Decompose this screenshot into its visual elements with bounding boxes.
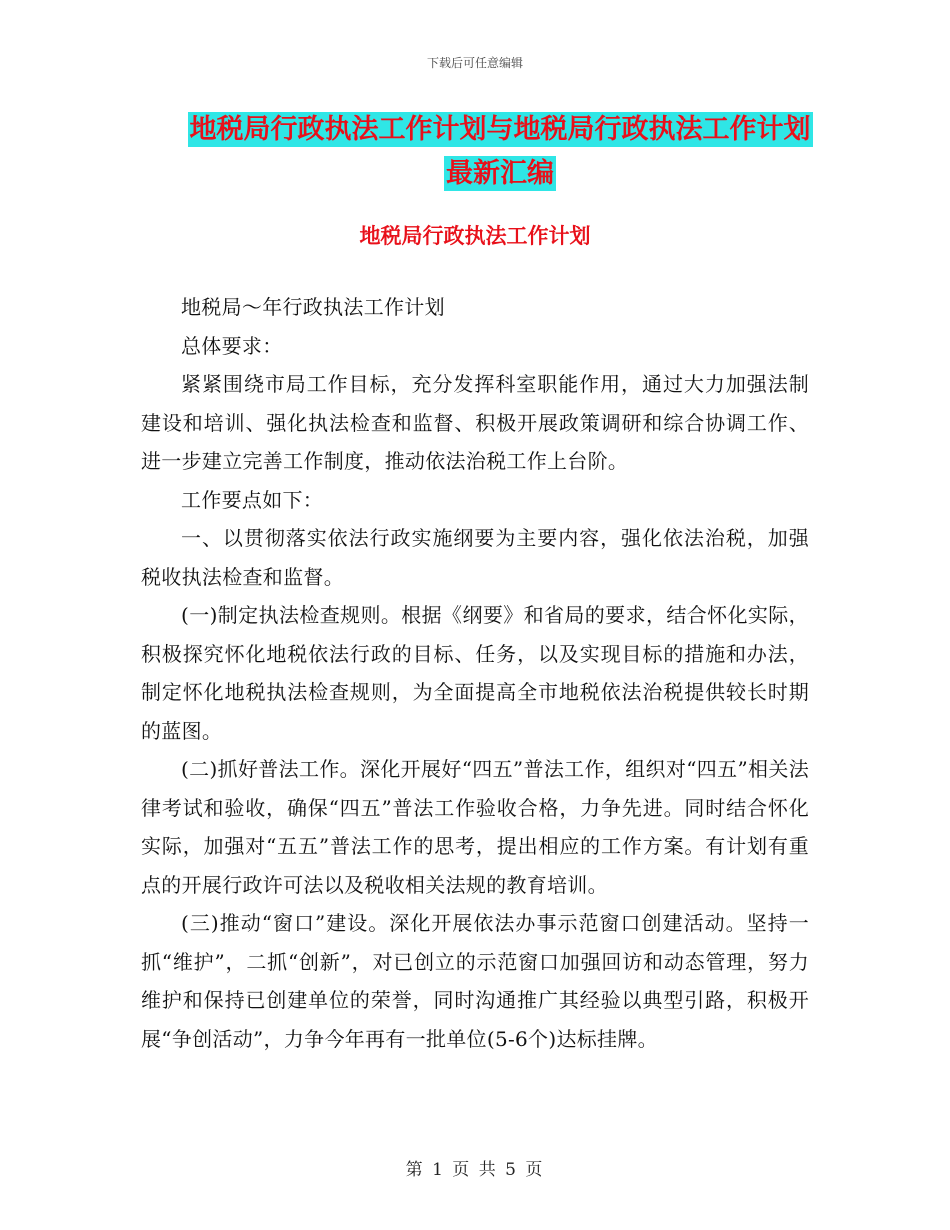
header-note: 下载后可任意编辑 bbox=[426, 56, 523, 70]
paragraph-item-two: (二)抓好普法工作。深化开展好“四五”普法工作，组织对“四五”相关法律考试和验收，确保“四五”普法工作验收合格，力争先进。同时结合怀化实际，加强对“五五”普法工作的思考，提出相应的工作方案。有计划有重点的开展行政许可法以及税收相关法规的教育培训。 bbox=[141, 757, 809, 897]
document-title-line-2 bbox=[140, 154, 860, 194]
title-highlight: 最新汇编 bbox=[446, 158, 554, 189]
page-number-footer: 第 1 页 共 5 页 bbox=[405, 1160, 545, 1180]
section-title: 地税局行政执法工作计划 bbox=[359, 224, 591, 248]
paragraph-section-one: 一、以贯彻落实依法行政实施纲要为主要内容，强化依法治税，加强税收执法检查和监督。 bbox=[141, 526, 809, 589]
paragraph-plan-name: 地税局～年行政执法工作计划 bbox=[181, 295, 445, 319]
paragraph-item-three: (三)推动“窗口”建设。深化开展依法办事示范窗口创建活动。坚持一抓“维护”，二抓“创新”，对已创立的示范窗口加强回访和动态管理，努力维护和保持已创建单位的荣誉，同时沟通推广其经验以典型引路，积极开展“争创活动”，力争今年再有一批单位(5-6个)达标挂牌。 bbox=[141, 911, 809, 1051]
document-title-line-1 bbox=[140, 110, 860, 150]
paragraph-general-requirements-heading: 总体要求： bbox=[181, 333, 283, 358]
paragraph-key-points-heading: 工作要点如下： bbox=[181, 487, 324, 512]
document-body bbox=[141, 288, 809, 1058]
paragraph-general-requirements: 紧紧围绕市局工作目标，充分发挥科室职能作用，通过大力加强法制建设和培训、强化执法检查和监督、积极开展政策调研和综合协调工作、进一步建立完善工作制度，推动依法治税工作上台阶。 bbox=[141, 372, 809, 473]
paragraph-item-one: (一)制定执法检查规则。根据《纲要》和省局的要求，结合怀化实际，积极探究怀化地税依法行政的目标、任务，以及实现目标的措施和办法，制定怀化地税执法检查规则，为全面提高全市地税依法治税提供较长时期的蓝图。 bbox=[141, 603, 809, 743]
title-highlight: 地税局行政执法工作计划与地税局行政执法工作计划 bbox=[189, 114, 811, 145]
